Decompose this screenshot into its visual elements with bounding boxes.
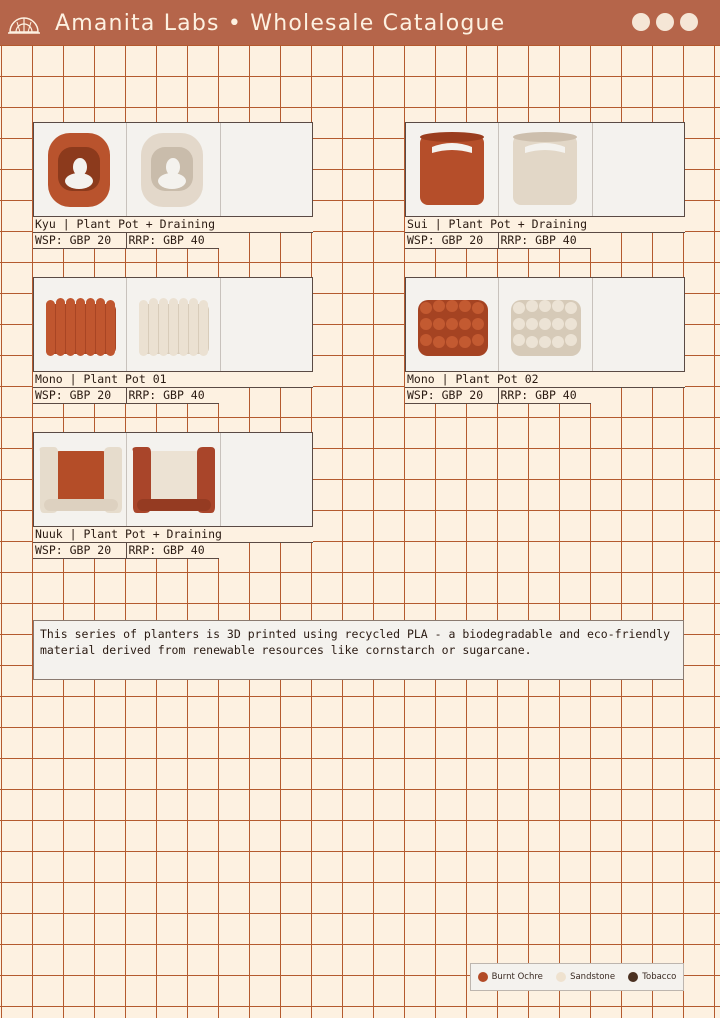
empty-image-slot [593, 278, 684, 371]
sui-pot-sandstone-image [499, 123, 592, 216]
price-row [405, 388, 591, 404]
color-legend [470, 963, 684, 991]
price-row [33, 233, 219, 249]
mushroom-logo-icon [8, 10, 40, 36]
mono01-pot-sandstone-image [127, 278, 220, 371]
product-image-sandstone[interactable] [499, 123, 592, 216]
product-card-mono-02[interactable] [405, 277, 685, 404]
retail-price: RRP: GBP 40 [500, 233, 577, 247]
mono02-pot-sandstone-image [499, 278, 592, 371]
retail-price: RRP: GBP 40 [128, 233, 205, 247]
empty-image-slot [221, 123, 312, 216]
product-card-kyu[interactable] [33, 122, 313, 249]
product-image-ochre[interactable] [34, 123, 127, 216]
product-name: Kyu | Plant Pot + Draining [33, 217, 313, 233]
wholesale-price: WSP: GBP 20 [33, 543, 127, 558]
product-name: Nuuk | Plant Pot + Draining [33, 527, 313, 543]
page-title: Amanita Labs • Wholesale Catalogue [55, 11, 506, 36]
empty-image-slot [221, 433, 312, 526]
wholesale-price: WSP: GBP 20 [405, 388, 499, 403]
product-image-sandstone[interactable] [127, 278, 220, 371]
product-image-sandstone[interactable] [34, 433, 127, 526]
nuuk-pot-sandstone-image [34, 433, 127, 526]
product-image-sandstone[interactable] [127, 123, 220, 216]
image-row [33, 432, 313, 527]
retail-price: RRP: GBP 40 [128, 388, 205, 402]
product-image-ochre[interactable] [406, 278, 499, 371]
dot-icon [656, 13, 674, 31]
price-row [33, 543, 219, 559]
nuuk-pot-ochre-image [127, 433, 220, 526]
retail-price: RRP: GBP 40 [128, 543, 205, 557]
window-dots [632, 13, 698, 31]
price-row [33, 388, 219, 404]
legend-item-tobacco [628, 972, 676, 982]
mono02-pot-ochre-image [406, 278, 499, 371]
mono01-pot-ochre-image [34, 278, 127, 371]
description-box [33, 620, 684, 680]
product-card-mono-01[interactable] [33, 277, 313, 404]
wholesale-price: WSP: GBP 20 [33, 388, 127, 403]
kyu-pot-sandstone-image [127, 123, 220, 216]
image-row [405, 122, 685, 217]
image-row [33, 277, 313, 372]
dot-icon [632, 13, 650, 31]
product-image-ochre[interactable] [34, 278, 127, 371]
legend-label: Burnt Ochre [491, 972, 543, 982]
price-row [405, 233, 591, 249]
product-card-sui[interactable] [405, 122, 685, 249]
wholesale-price: WSP: GBP 20 [405, 233, 499, 248]
swatch-icon [478, 972, 488, 982]
wholesale-price: WSP: GBP 20 [33, 233, 127, 248]
legend-label: Tobacco [642, 972, 677, 982]
legend-label: Sandstone [570, 972, 616, 982]
description-line: material derived from renewable resources like cornstarch or sugarcane. [40, 643, 532, 657]
dot-icon [680, 13, 698, 31]
kyu-pot-ochre-image [34, 123, 127, 216]
product-image-ochre[interactable] [406, 123, 499, 216]
product-image-sandstone[interactable] [499, 278, 592, 371]
description-line: This series of planters is 3D printed using recycled PLA - a biodegradable and eco-friendly [40, 627, 671, 641]
legend-item-sandstone [556, 972, 615, 982]
swatch-icon [628, 972, 638, 982]
swatch-icon [556, 972, 566, 982]
header-bar [0, 0, 720, 45]
legend-item-burnt-ochre [478, 972, 543, 982]
sui-pot-ochre-image [406, 123, 499, 216]
image-row [405, 277, 685, 372]
retail-price: RRP: GBP 40 [500, 388, 577, 402]
empty-image-slot [221, 278, 312, 371]
empty-image-slot [593, 123, 684, 216]
product-image-ochre[interactable] [127, 433, 220, 526]
product-name: Sui | Plant Pot + Draining [405, 217, 685, 233]
product-card-nuuk[interactable] [33, 432, 313, 559]
product-name: Mono | Plant Pot 01 [33, 372, 313, 388]
product-name: Mono | Plant Pot 02 [405, 372, 685, 388]
image-row [33, 122, 313, 217]
